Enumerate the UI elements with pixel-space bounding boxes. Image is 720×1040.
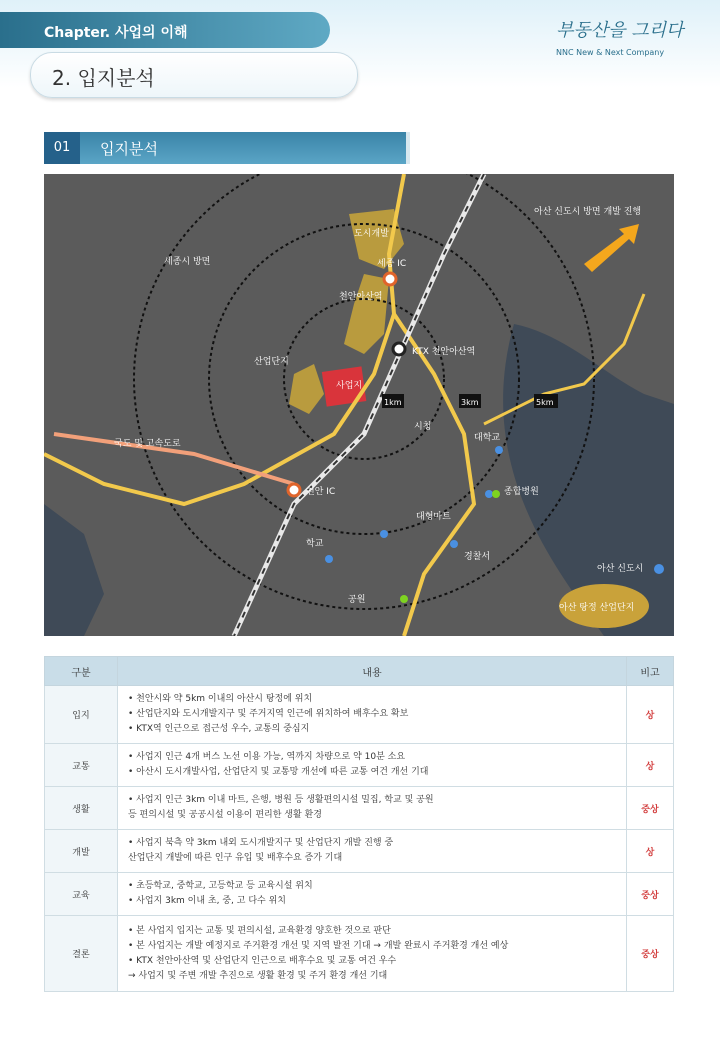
row-line: • KTX역 인근으로 접근성 우수, 교통의 중심지 bbox=[128, 724, 310, 734]
row-line: • 초등학교, 중학교, 고등학교 등 교육시설 위치 bbox=[128, 881, 313, 891]
row-note: 상 bbox=[627, 830, 674, 873]
ic-node-north bbox=[384, 273, 396, 285]
row-line: • KTX 천안아산역 및 산업단지 인근으로 배후수요 및 교통 여건 우수 bbox=[128, 955, 397, 966]
table-row bbox=[45, 686, 674, 744]
table-header-note: 비고 bbox=[627, 657, 674, 686]
row-line: • 사업지 북측 약 3km 내외 도시개발지구 및 산업단지 개발 진행 중 bbox=[128, 838, 394, 848]
map-label-ring2: 3km bbox=[461, 398, 479, 407]
table-header-category: 구분 bbox=[45, 657, 118, 686]
map-label-west-note: 세종시 방면 bbox=[164, 257, 211, 267]
row-category: 생활 bbox=[45, 787, 118, 830]
brand-subtitle: NNC New & Next Company bbox=[556, 48, 665, 57]
row-content bbox=[118, 830, 627, 873]
map-label-north-area: 도시개발 bbox=[354, 229, 389, 239]
row-content bbox=[118, 686, 627, 744]
row-category: 입지 bbox=[45, 686, 118, 744]
map-label-college: 대학교 bbox=[474, 433, 501, 443]
row-line: • 아산시 도시개발사업, 산업단지 및 교통망 개선에 따른 교통 여건 개선 기대 bbox=[128, 767, 429, 777]
analysis-table bbox=[44, 656, 674, 992]
poi-dot bbox=[325, 555, 333, 563]
row-category: 개발 bbox=[45, 830, 118, 873]
map-label-junction: 천안 IC bbox=[306, 487, 336, 497]
row-note: 중상 bbox=[627, 916, 674, 992]
map-label-gov-office: 시청 bbox=[414, 422, 432, 432]
row-line: • 사업지 3km 이내 초, 중, 고 다수 위치 bbox=[128, 896, 286, 906]
map-label-park: 공원 bbox=[348, 595, 366, 605]
row-line: • 본 사업지 입지는 교통 및 편의시설, 교육환경 양호한 것으로 판단 bbox=[128, 925, 391, 936]
ic-node-south bbox=[288, 484, 300, 496]
map-label-station-north: 천안아산역 bbox=[339, 292, 383, 302]
row-content bbox=[118, 873, 627, 916]
map-label-industrial: 산업단지 bbox=[254, 357, 289, 367]
map-label-police: 경찰서 bbox=[464, 552, 491, 562]
station-node bbox=[393, 343, 405, 355]
table-row bbox=[45, 787, 674, 830]
row-line: • 사업지 인근 3km 이내 마트, 은행, 병원 등 생활편의시설 밀집, 학교 및 공원 bbox=[128, 795, 434, 805]
row-category: 교통 bbox=[45, 744, 118, 787]
row-line: • 사업지 인근 4개 버스 노선 이용 가능, 역까지 차량으로 약 10분 소요 bbox=[128, 752, 406, 762]
table-row bbox=[45, 830, 674, 873]
map-label-east-city: 아산 신도시 bbox=[597, 564, 644, 574]
row-line: • 천안시와 약 5km 이내의 아산시 탕정에 위치 bbox=[128, 694, 313, 704]
row-note: 중상 bbox=[627, 873, 674, 916]
poi-dot bbox=[450, 540, 458, 548]
table-header-row bbox=[45, 657, 674, 686]
poi-dot bbox=[485, 490, 493, 498]
map-label-north-hub: 세종 IC bbox=[377, 259, 407, 269]
row-note: 상 bbox=[627, 744, 674, 787]
row-category: 교육 bbox=[45, 873, 118, 916]
row-content bbox=[118, 916, 627, 992]
row-line: 등 편의시설 및 공공시설 이용이 편리한 생활 환경 bbox=[128, 810, 322, 820]
brand-logo: 부동산을 그리다 bbox=[556, 20, 684, 41]
lake-area bbox=[44, 504, 104, 636]
poi-dot bbox=[654, 564, 664, 574]
map-canvas bbox=[44, 174, 674, 636]
map-label-west-road: 국도 및 고속도로 bbox=[114, 439, 181, 449]
table-row bbox=[45, 916, 674, 992]
table-header-content: 내용 bbox=[118, 657, 627, 686]
subsection-header bbox=[44, 132, 410, 164]
subsection-divider bbox=[406, 132, 410, 164]
table-row bbox=[45, 873, 674, 916]
row-note: 중상 bbox=[627, 787, 674, 830]
development-zone-mid bbox=[344, 274, 389, 354]
subsection-title: 입지분석 bbox=[100, 140, 158, 158]
location-map bbox=[44, 174, 674, 636]
table-row bbox=[45, 744, 674, 787]
map-label-market: 대형마트 bbox=[416, 512, 451, 522]
row-line: • 본 사업지는 개발 예정지로 주거환경 개선 및 지역 발전 기대 → 개발 완료시 주거환경 개선 예상 bbox=[128, 940, 509, 951]
chapter-label: Chapter. 사업의 이해 bbox=[44, 25, 188, 41]
poi-dot bbox=[380, 530, 388, 538]
map-label-station-top: KTX 천안아산역 bbox=[412, 347, 476, 357]
poi-dot bbox=[400, 595, 408, 603]
industrial-zone bbox=[289, 364, 324, 414]
row-category: 결론 bbox=[45, 916, 118, 992]
row-note: 상 bbox=[627, 686, 674, 744]
map-label-bottom-right: 아산 탕정 산업단지 bbox=[559, 603, 635, 613]
map-label-east-note: 아산 신도시 방면 개발 진행 bbox=[534, 207, 642, 217]
row-line: 산업단지 개발에 따른 인구 유입 및 배후수요 증가 기대 bbox=[128, 853, 343, 863]
poi-dot bbox=[495, 446, 503, 454]
row-content bbox=[118, 787, 627, 830]
map-label-hospital: 종합병원 bbox=[504, 487, 539, 497]
row-content bbox=[118, 744, 627, 787]
poi-dot bbox=[492, 490, 500, 498]
map-label-ring1: 1km bbox=[384, 398, 402, 407]
map-label-site: 사업지 bbox=[336, 381, 363, 391]
map-label-school: 학교 bbox=[306, 539, 324, 549]
section-title: 2. 입지분석 bbox=[52, 66, 155, 90]
row-line: → 사업지 및 주변 개발 추진으로 생활 환경 및 주거 환경 개선 기대 bbox=[128, 970, 388, 981]
map-label-ring3: 5km bbox=[536, 398, 554, 407]
direction-arrow bbox=[584, 224, 639, 272]
row-line: • 산업단지와 도시개발지구 및 주거지역 인근에 위치하여 배후수요 확보 bbox=[128, 709, 409, 719]
subsection-number: 01 bbox=[44, 132, 80, 164]
